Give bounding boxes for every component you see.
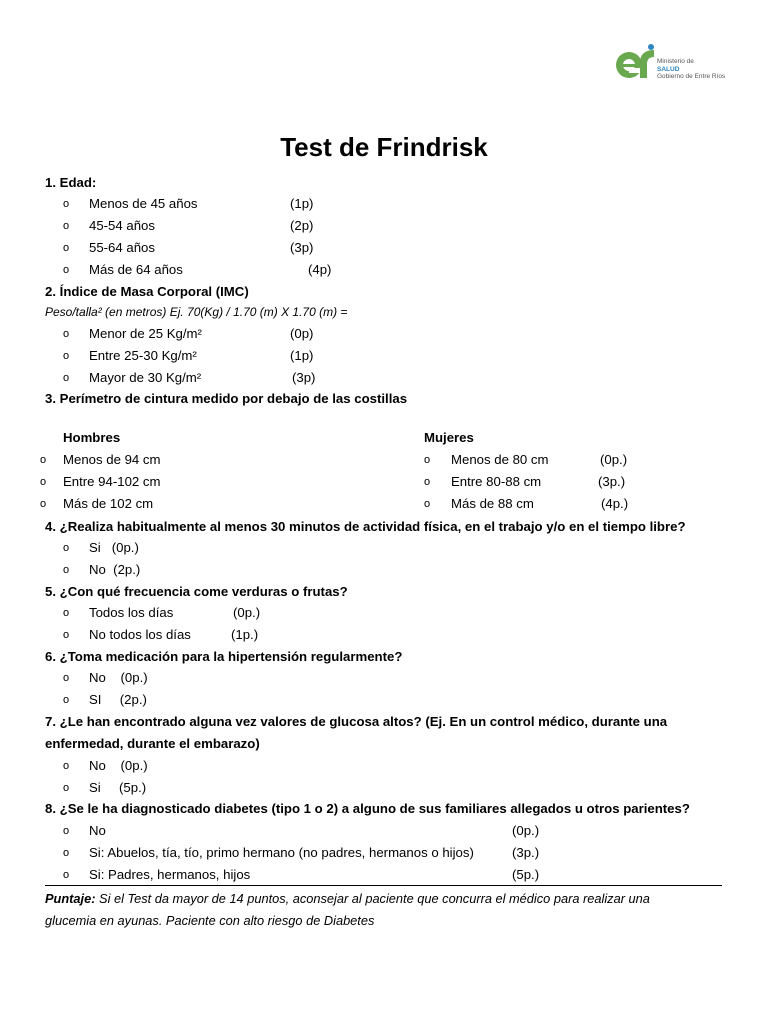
q8-option-points: (0p.) [512, 823, 540, 838]
q6-option: No (0p.) [89, 670, 148, 685]
question-3-heading: 3. Perímetro de cintura medido por debajo de las costillas [45, 391, 408, 406]
question-6-heading: 6. ¿Toma medicación para la hipertensión regularmente? [45, 649, 403, 664]
question-2-heading: 2. Índice de Masa Corporal (IMC) [45, 284, 249, 299]
q8-option-points: (3p.) [512, 845, 540, 860]
bullet-icon: o [63, 847, 70, 859]
q2-option-label: Entre 25-30 Kg/m² [89, 348, 197, 363]
bullet-icon: o [63, 672, 70, 684]
q4-option: Si (0p.) [89, 540, 139, 555]
question-8-heading: 8. ¿Se le ha diagnosticado diabetes (tipo 1 o 2) a alguno de sus familiares allegados u otros parientes? [45, 801, 690, 816]
scoring-text: Si el Test da mayor de 14 puntos, aconsejar al paciente que concurra el médico para realizar una [95, 891, 650, 906]
question-4-heading: 4. ¿Realiza habitualmente al menos 30 minutos de actividad física, en el trabajo y/o en el tiempo libre? [45, 519, 686, 534]
q2-option-points: (3p) [292, 370, 316, 385]
bullet-icon: o [40, 476, 47, 488]
bullet-icon: o [63, 372, 70, 384]
women-option-label: Más de 88 cm [451, 496, 534, 511]
women-option-points: (3p.) [598, 474, 626, 489]
men-option-label: Menos de 94 cm [63, 452, 161, 467]
q8-option-label: No [89, 823, 106, 838]
q5-option-points: (1p.) [231, 627, 259, 642]
bullet-icon: o [63, 328, 70, 340]
q8-option-points: (5p.) [512, 867, 540, 882]
scoring-label: Puntaje: [45, 891, 96, 906]
women-option-points: (4p.) [601, 496, 629, 511]
q2-option-label: Mayor de 30 Kg/m² [89, 370, 202, 385]
q1-option-points: (1p) [290, 196, 314, 211]
bullet-icon: o [40, 454, 47, 466]
bullet-icon: o [424, 476, 431, 488]
bullet-icon: o [63, 629, 70, 641]
bullet-icon: o [63, 220, 70, 232]
bullet-icon: o [63, 198, 70, 210]
question-5-heading: 5. ¿Con qué frecuencia come verduras o frutas? [45, 584, 348, 599]
scoring-note-line1 [45, 891, 650, 906]
bullet-icon: o [63, 264, 70, 276]
q1-option-label: 45-54 años [89, 218, 155, 233]
q1-option-points: (2p) [290, 218, 314, 233]
men-heading: Hombres [63, 430, 121, 445]
bullet-icon: o [424, 454, 431, 466]
q8-option-label: Si: Abuelos, tía, tío, primo hermano (no padres, hermanos o hijos) [89, 845, 474, 860]
bullet-icon: o [63, 694, 70, 706]
q5-option-label: No todos los días [89, 627, 191, 642]
bullet-icon: o [40, 498, 47, 510]
question-7-heading-line1: 7. ¿Le han encontrado alguna vez valores de glucosa altos? (Ej. En un control médico, durante una [45, 714, 668, 729]
q1-option-label: 55-64 años [89, 240, 155, 255]
men-option-label: Más de 102 cm [63, 496, 154, 511]
q5-option-points: (0p.) [233, 605, 261, 620]
bullet-icon: o [63, 782, 70, 794]
bullet-icon: o [63, 242, 70, 254]
q2-option-label: Menor de 25 Kg/m² [89, 326, 202, 341]
women-option-label: Entre 80-88 cm [451, 474, 542, 489]
bullet-icon: o [63, 825, 70, 837]
q7-option: Si (5p.) [89, 780, 147, 795]
logo-line3: Gobierno de Entre Ríos [657, 73, 726, 80]
bullet-icon: o [63, 542, 70, 554]
bullet-icon: o [63, 760, 70, 772]
women-option-points: (0p.) [600, 452, 628, 467]
scoring-note-line2: glucemia en ayunas. Paciente con alto riesgo de Diabetes [45, 913, 375, 928]
q2-option-points: (0p) [290, 326, 314, 341]
logo-line2: SALUD [657, 65, 680, 73]
q8-option-label: Si: Padres, hermanos, hijos [89, 867, 251, 882]
q1-option-label: Más de 64 años [89, 262, 183, 277]
q5-option-label: Todos los días [89, 605, 174, 620]
bmi-formula: Peso/talla² (en metros) Ej. 70(Kg) / 1.70 (m) X 1.70 (m) = [45, 305, 348, 319]
q2-option-points: (1p) [290, 348, 314, 363]
bullet-icon: o [63, 350, 70, 362]
footer-divider [45, 885, 722, 886]
women-option-label: Menos de 80 cm [451, 452, 549, 467]
er-logo-icon [612, 42, 658, 82]
bullet-icon: o [63, 607, 70, 619]
women-heading: Mujeres [424, 430, 474, 445]
question-7-heading-line2: enfermedad, durante el embarazo) [45, 736, 260, 751]
q1-option-points: (4p) [308, 262, 332, 277]
q6-option: SI (2p.) [89, 692, 147, 707]
logo-line1: Ministerio de [657, 58, 694, 65]
q7-option: No (0p.) [89, 758, 148, 773]
question-1-heading: 1. Edad: [45, 175, 97, 190]
page-title: Test de Frindrisk [280, 132, 488, 162]
q1-option-label: Menos de 45 años [89, 196, 198, 211]
q4-option: No (2p.) [89, 562, 141, 577]
bullet-icon: o [63, 564, 70, 576]
men-option-label: Entre 94-102 cm [63, 474, 161, 489]
bullet-icon: o [63, 869, 70, 881]
bullet-icon: o [424, 498, 431, 510]
q1-option-points: (3p) [290, 240, 314, 255]
